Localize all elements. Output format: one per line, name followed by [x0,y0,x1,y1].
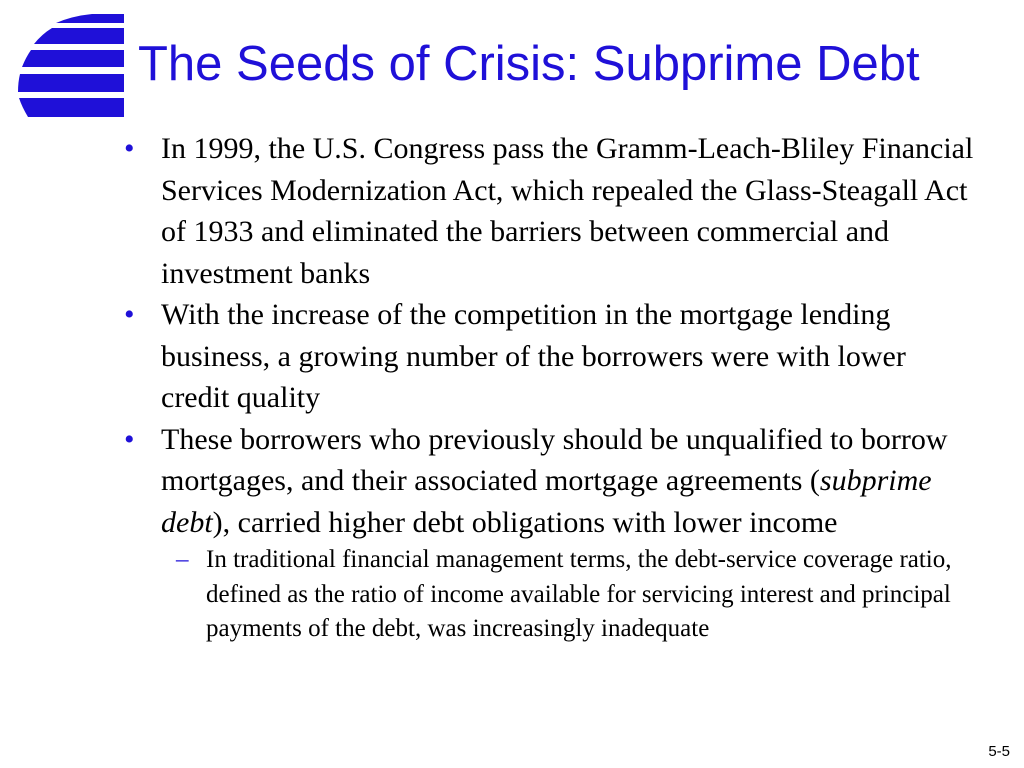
bullet-item [120,294,980,419]
bullet-dot: • [124,422,135,456]
page-number: 5-5 [988,743,1010,760]
sub-bullet-item [120,543,980,647]
bullet-dot: • [124,132,135,165]
sub-bullet-dash: – [176,546,189,573]
slide-title: The Seeds of Crisis: Subprime Debt [138,37,920,91]
bullet-item [120,419,980,544]
bullet-item [120,128,980,294]
subprime-debt-term: subprime debt [161,464,932,539]
slide-body [120,128,980,647]
sub-bullet-text: In traditional financial management terms, the debt-service coverage ratio, defined as the ratio of income available for servicing interest and principal payments of the debt, was increasingly inadequate [206,546,952,642]
striped-globe-logo-icon [0,0,140,130]
bullet-text: With the increase of the competition in the mortgage lending business, a growing number of the borrowers were with lower credit quality [161,298,906,414]
bullet-dot: • [124,298,135,331]
bullet-text: In 1999, the U.S. Congress pass the Gramm-Leach-Bliley Financial Services Modernization Act, which repealed the Glass-Steagall Act of 1933 and eliminated the barriers between commercial and investment banks [161,132,974,290]
bullet-text-start: These borrowers who previously should be unqualified to borrow mortgages, and their associated mortgage agreements ( [161,422,948,497]
bullet-text-end: ), carried higher debt obligations with lower income [212,505,838,539]
